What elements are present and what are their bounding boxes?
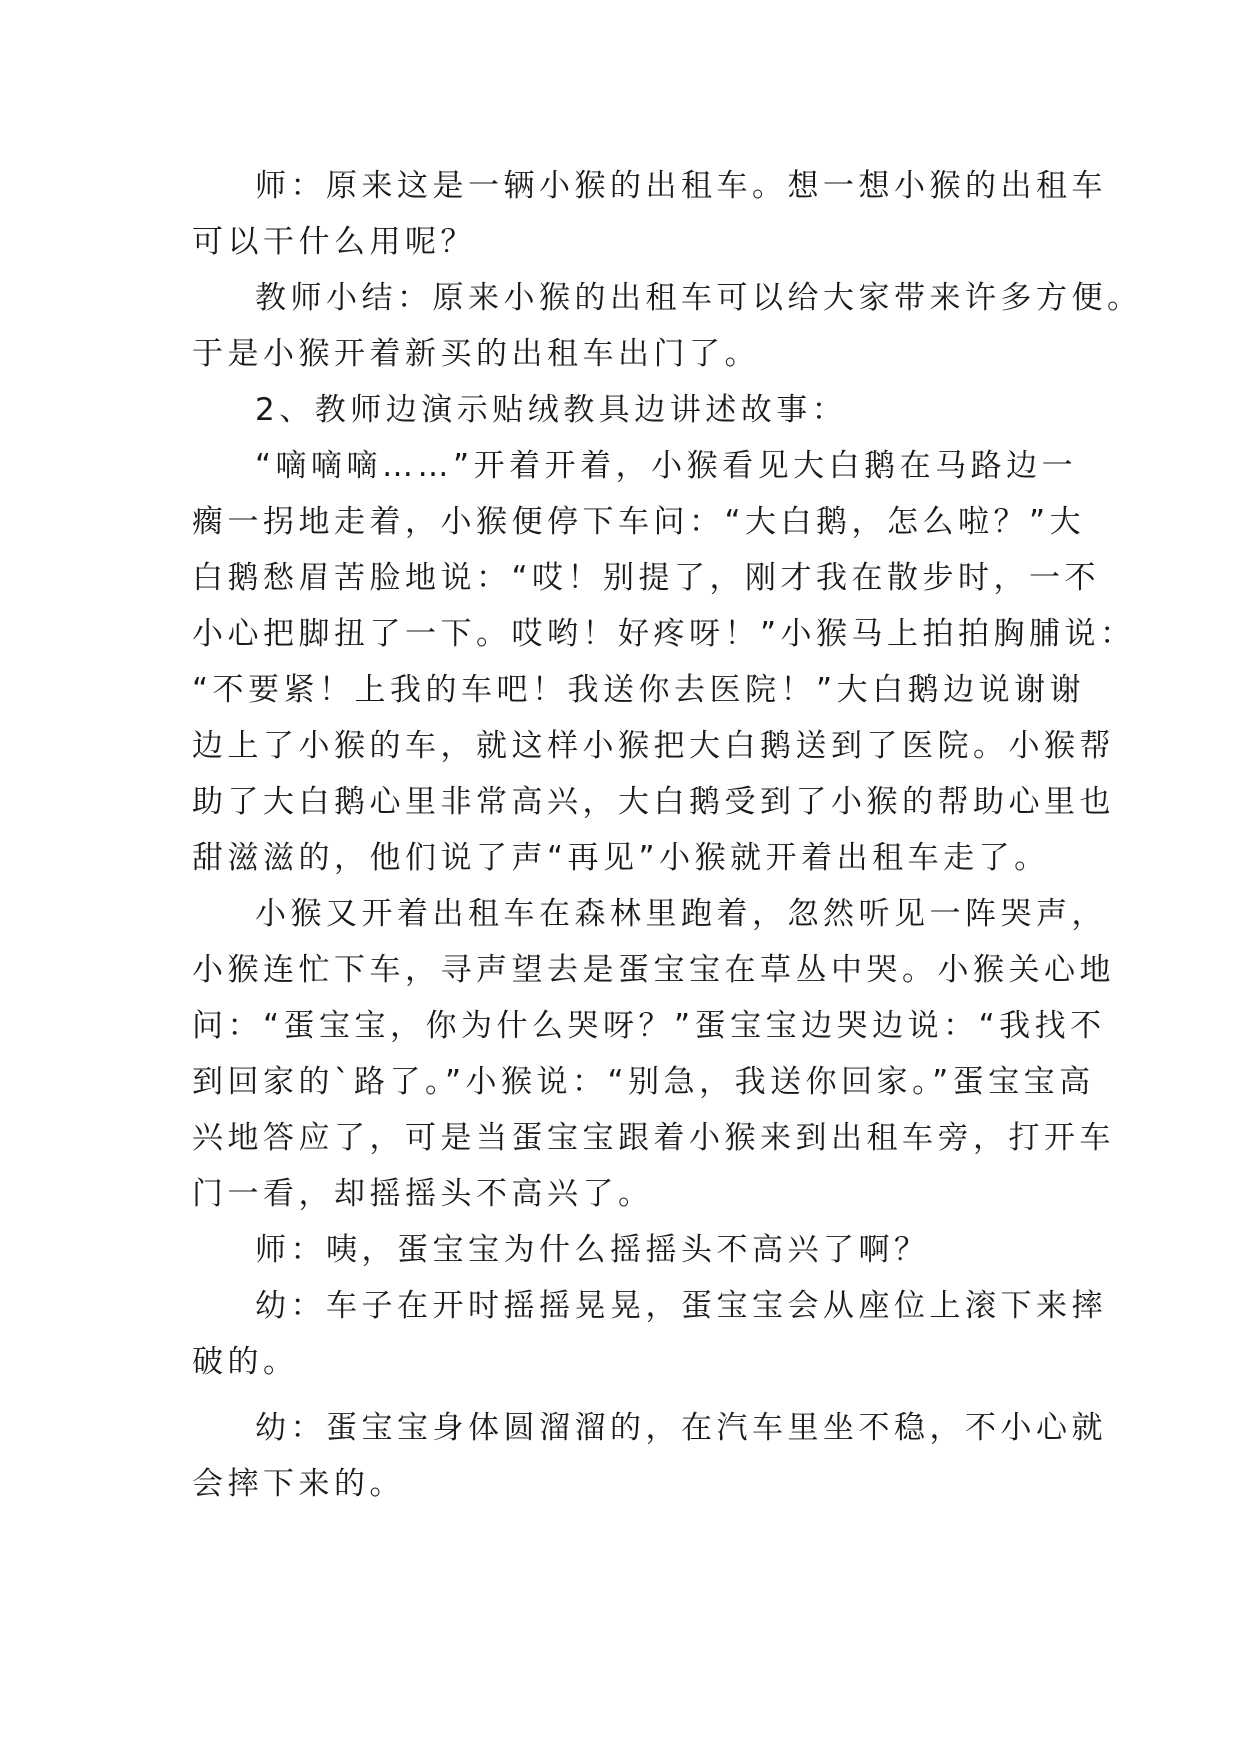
text-line: 幼：蛋宝宝身体圆溜溜的，在汽车里坐不稳，不小心就 xyxy=(255,1410,1107,1446)
text-line: 于是小猴开着新买的出租车出门了。 xyxy=(192,336,760,372)
text-line: 小猴又开着出租车在森林里跑着，忽然听见一阵哭声， xyxy=(255,896,1107,932)
text-line: 师：咦，蛋宝宝为什么摇摇头不高兴了啊？ xyxy=(255,1232,930,1268)
text-line: “不要紧！上我的车吧！我送你去医院！”大白鹅边说谢谢 xyxy=(192,672,1086,708)
text-line: 甜滋滋的，他们说了声“再见”小猴就开着出租车走了。 xyxy=(192,840,1050,876)
text-line: 小猴连忙下车，寻声望去是蛋宝宝在草丛中哭。小猴关心地 xyxy=(192,952,1115,988)
text-line: 边上了小猴的车，就这样小猴把大白鹅送到了医院。小猴帮 xyxy=(192,728,1115,764)
text-line: 可以干什么用呢？ xyxy=(192,224,476,260)
text-line: 到回家的`路了。”小猴说：“别急，我送你回家。”蛋宝宝高 xyxy=(192,1064,1095,1100)
text-line: 兴地答应了，可是当蛋宝宝跟着小猴来到出租车旁，打开车 xyxy=(192,1120,1115,1156)
text-line: 问：“蛋宝宝，你为什么哭呀？”蛋宝宝边哭边说：“我找不 xyxy=(192,1008,1106,1044)
text-line: 助了大白鹅心里非常高兴，大白鹅受到了小猴的帮助心里也 xyxy=(192,784,1115,820)
text-line: 小心把脚扭了一下。哎哟！好疼呀！”小猴马上拍拍胸脯说： xyxy=(192,616,1136,652)
text-line: 2、教师边演示贴绒教具边讲述故事： xyxy=(255,392,848,428)
text-line: 破的。 xyxy=(192,1344,299,1380)
text-line: 瘸一拐地走着，小猴便停下车问：“大白鹅，怎么啦？”大 xyxy=(192,504,1086,540)
text-line: 师：原来这是一辆小猴的出租车。想一想小猴的出租车 xyxy=(255,168,1107,204)
text-line: 教师小结：原来小猴的出租车可以给大家带来许多方便。 xyxy=(255,280,1143,316)
text-line: 幼：车子在开时摇摇晃晃，蛋宝宝会从座位上滚下来摔 xyxy=(255,1288,1107,1324)
text-line: 会摔下来的。 xyxy=(192,1466,405,1502)
text-line: 门一看，却摇摇头不高兴了。 xyxy=(192,1176,654,1212)
text-line: 白鹅愁眉苦脸地说：“哎！别提了，刚才我在散步时，一不 xyxy=(192,560,1101,596)
text-line: “嘀嘀嘀……”开着开着，小猴看见大白鹅在马路边一 xyxy=(255,448,1078,484)
